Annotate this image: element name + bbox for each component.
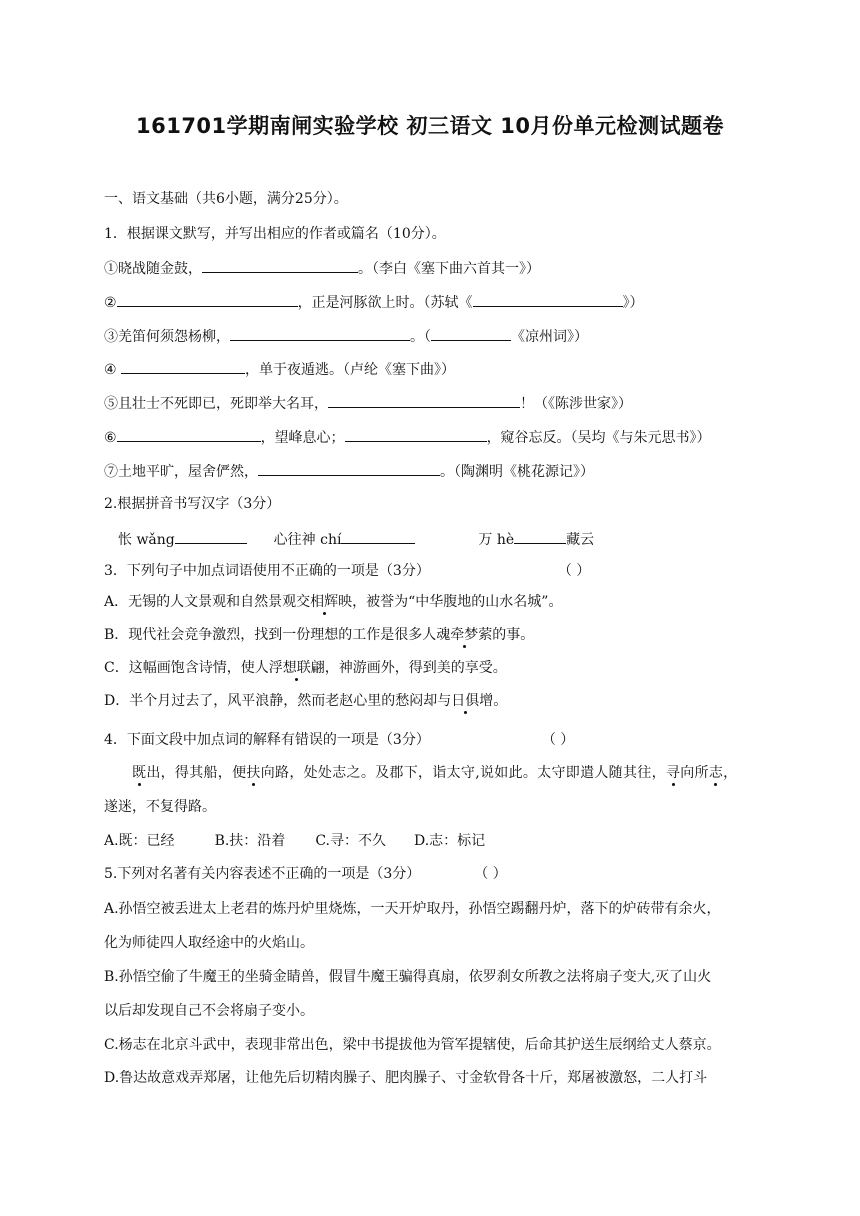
option-text: B.扶：沿着 — [214, 833, 286, 849]
q2-item-c-end: 藏云 — [566, 532, 595, 548]
q3-option-a — [104, 592, 562, 612]
q1-line-4-source: ，单于夜遁逃。（卢纶《塞下曲》） — [245, 362, 456, 378]
q3-stem-text: 3．下列句子中加点词语使用不正确的一项是（3分） — [104, 563, 430, 579]
q5-option-b-line-1: B.孙悟空偷了牛魔王的坐骑金睛兽，假冒牛魔王骗得真扇，依罗刹女所教之法将扇子变大,灭了山火 — [104, 969, 712, 985]
dotted-word: 寻 — [665, 765, 681, 781]
q1-line-7-prefix: ⑦土地平旷，屋舍俨然， — [104, 464, 258, 480]
dotted-word: 既 — [132, 765, 147, 781]
page-title: 161701学期南闸实验学校 初三语文 10月份单元检测试题卷 — [135, 114, 724, 138]
q3-option-c — [104, 658, 507, 678]
q1-line-4 — [104, 358, 455, 380]
answer-blank[interactable] — [121, 358, 245, 374]
answer-blank[interactable] — [345, 426, 487, 442]
q1-line-2-end: 》） — [622, 295, 644, 311]
answer-blank[interactable] — [175, 528, 247, 544]
q1-line-6-mid: ，望峰息心； — [260, 430, 345, 446]
answer-blank[interactable] — [202, 257, 358, 273]
answer-blank[interactable] — [328, 392, 520, 408]
option-text: ，神游画外，得到美的享受。 — [324, 660, 507, 676]
answer-blank[interactable] — [341, 528, 415, 544]
q4-passage-line-1 — [132, 763, 737, 783]
q1-line-3-end: 《凉州词》） — [511, 329, 588, 345]
q5-option-a-line-2: 化为师徒四人取经途中的火焰山。 — [104, 935, 314, 951]
q1-line-2-prefix: ② — [104, 295, 117, 311]
q5-option-a-line-1: A.孙悟空被丢进太上老君的炼丹炉里烧炼，一天开炉取丹，孙悟空踢翻丹炉，落下的炉砖带有余火， — [104, 901, 721, 917]
dotted-phrase: 交相辉映 — [296, 594, 353, 610]
passage-text: 出，得其船，便 — [146, 765, 247, 781]
passage-text: ， — [723, 765, 738, 781]
option-text: A．无锡的人文景观和自然景观 — [104, 594, 297, 610]
section-heading: 一、语文基础（共6小题，满分25分）。 — [104, 191, 348, 207]
q1-line-5 — [104, 392, 632, 414]
answer-blank[interactable] — [230, 325, 410, 341]
question-2-stem: 2.根据拼音书写汉字（3分） — [104, 496, 281, 512]
q3-option-b — [104, 625, 534, 645]
option-text: C.寻：不久 — [315, 833, 386, 849]
q1-line-1 — [104, 257, 540, 279]
dotted-phrase: 浮想联翩 — [268, 660, 325, 676]
q1-line-3-prefix: ③羌笛何须怨杨柳， — [104, 329, 230, 345]
q5-option-d-line-1: D.鲁达故意戏弄郑屠，让他先后切精肉臊子、肥肉臊子、寸金软骨各十斤，郑屠被激怒，二人打斗 — [104, 1070, 708, 1086]
q2-items — [118, 528, 594, 550]
q1-line-6-prefix: ⑥ — [104, 430, 117, 446]
passage-text: 向路，处处志之。及郡下，诣太守,说如此。太守即遣人随其往， — [260, 765, 666, 781]
option-text: 。 — [493, 693, 508, 709]
q4-stem-text: 4．下面文段中加点词的解释有错误的一项是（3分） — [104, 732, 430, 748]
dotted-word: 扶 — [246, 765, 261, 781]
q2-item-b: 心往神 chí — [273, 532, 342, 548]
option-text: 的事。 — [492, 627, 535, 643]
question-4-stem — [104, 730, 574, 750]
q3-option-d — [104, 691, 507, 711]
q2-item-c: 万 hè — [478, 532, 515, 548]
option-text: A.既：已经 — [104, 833, 175, 849]
q1-line-5-source: ！（《陈涉世家》） — [520, 396, 632, 412]
q1-line-3 — [104, 325, 588, 347]
dotted-phrase: 与日俱增 — [437, 693, 494, 709]
q1-line-7-source: 。（陶渊明《桃花源记》） — [440, 464, 594, 480]
q1-line-6 — [104, 426, 711, 448]
passage-text: 向所 — [680, 765, 709, 781]
q5-option-b-line-2: 以后却发现自己不会将扇子变小。 — [104, 1003, 314, 1019]
q4-passage-line-2: 遂迷，不复得路。 — [104, 799, 216, 815]
q1-line-4-prefix: ④ — [104, 362, 122, 378]
answer-blank[interactable] — [431, 325, 511, 341]
question-1-stem: 1．根据课文默写，并写出相应的作者或篇名（10分）。 — [104, 226, 446, 242]
q5-stem-text: 5.下列对名著有关内容表述不正确的一项是（3分） — [104, 866, 421, 882]
q2-item-a: 怅 wǎng — [118, 532, 175, 548]
question-5-stem — [104, 864, 507, 884]
option-text: ，被誉为“中华腹地的山水名城”。 — [352, 594, 563, 610]
dotted-phrase: 魂牵梦萦 — [436, 627, 493, 643]
answer-blank[interactable] — [117, 291, 298, 307]
question-3-stem — [104, 561, 590, 581]
q1-line-6-source: ，窥谷忘反。（吴均《与朱元思书》） — [486, 430, 711, 446]
q1-line-2-mid: ，正是河豚欲上时。（苏轼《 — [297, 295, 473, 311]
answer-blank[interactable] — [117, 426, 261, 442]
option-text: C．这幅画饱含诗情，使人 — [104, 660, 269, 676]
q1-line-5-prefix: ⑤且壮士不死即已，死即举大名耳， — [104, 396, 328, 412]
q1-line-3-mid: 。（ — [410, 329, 431, 345]
q1-line-2 — [104, 291, 644, 313]
q4-options — [104, 831, 485, 851]
answer-blank[interactable] — [258, 460, 440, 476]
option-text: B．现代社会竞争激烈，找到一份理想的工作是很多人 — [104, 627, 437, 643]
answer-blank[interactable] — [473, 291, 623, 307]
dotted-word: 志 — [708, 765, 724, 781]
answer-paren: （ ） — [557, 563, 591, 579]
q5-option-c: C.杨志在北京斗武中，表现非常出色，梁中书提拔他为管军提辖使，后命其护送生辰纲给丈人蔡京。 — [104, 1037, 721, 1053]
q1-line-1-source: 。（李白《塞下曲六首其一》） — [358, 261, 540, 277]
q1-line-7 — [104, 460, 594, 482]
answer-paren: （ ） — [541, 732, 575, 748]
option-text: D.志：标记 — [413, 833, 486, 849]
option-text: D．半个月过去了，风平浪静，然而老赵心里的愁闷却 — [104, 693, 438, 709]
answer-paren: （ ） — [474, 866, 507, 882]
answer-blank[interactable] — [514, 528, 566, 544]
q1-line-1-prefix: ①晓战随金鼓， — [104, 261, 202, 277]
